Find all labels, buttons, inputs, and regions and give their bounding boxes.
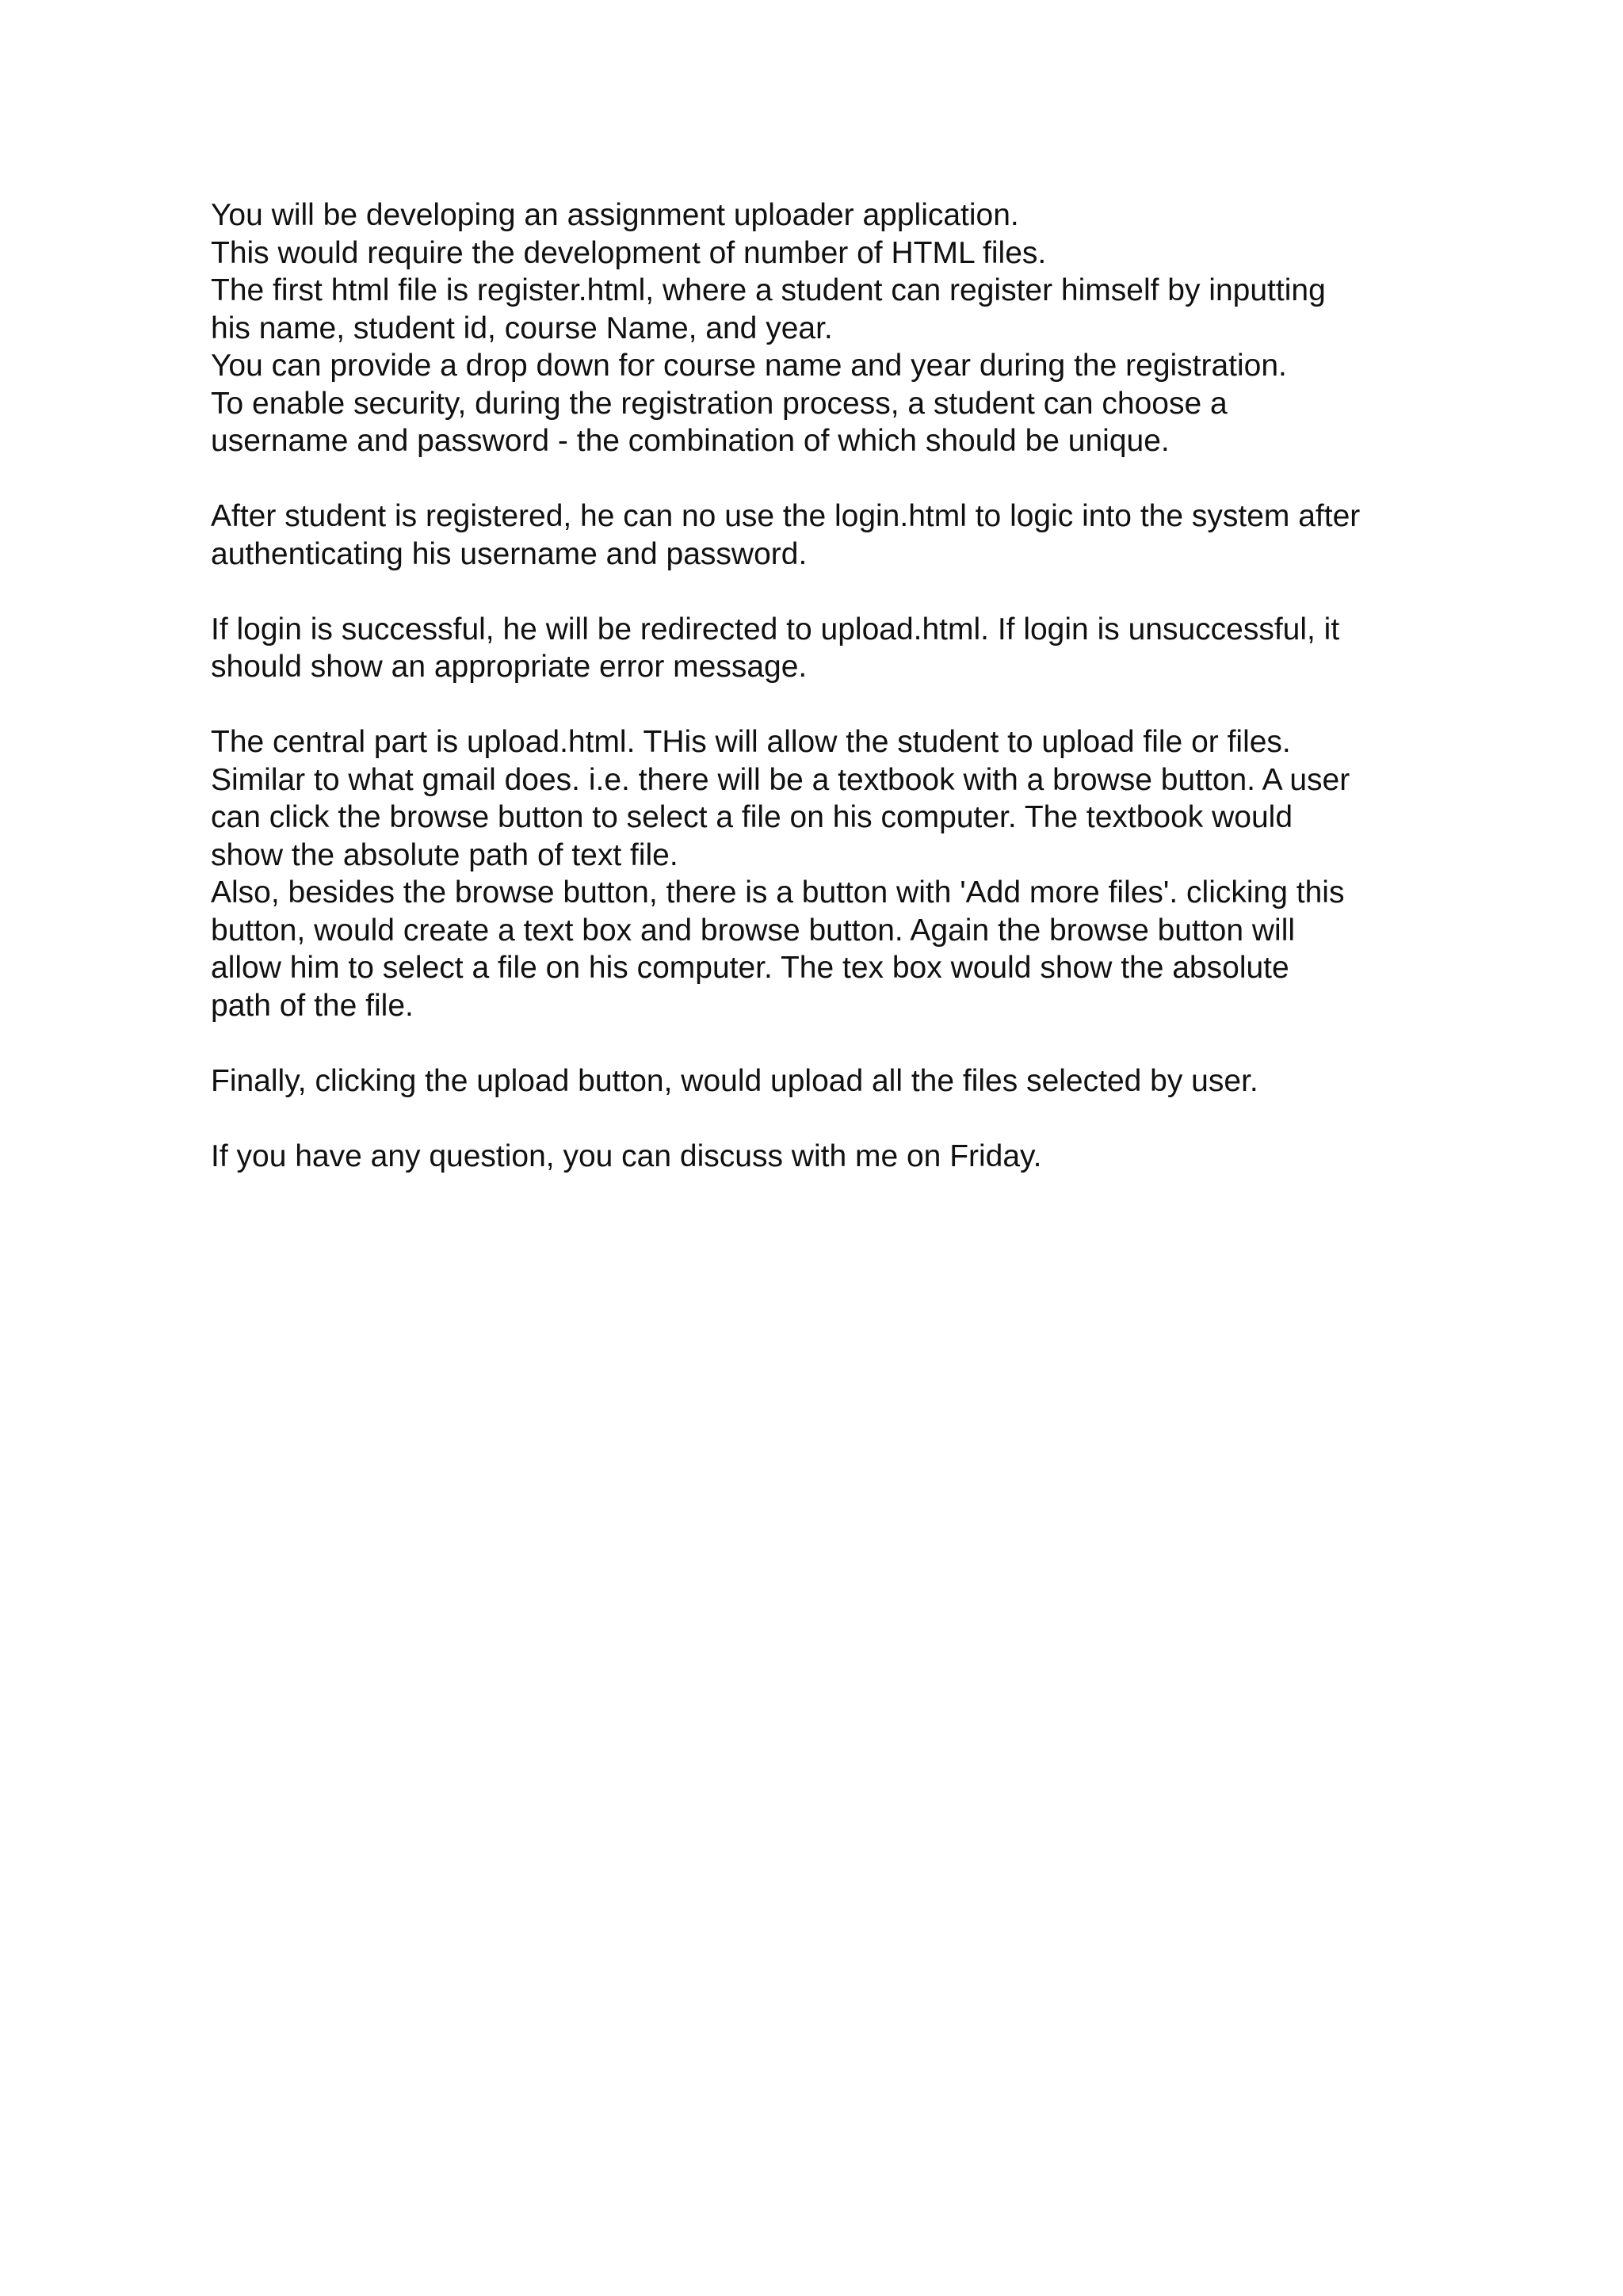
text-line: can click the browse button to select a file on his computer. The textbook would — [211, 800, 1293, 834]
text-line: Also, besides the browse button, there is a button with 'Add more files'. clicking this — [211, 875, 1345, 910]
text-line: username and password - the combination of which should be unique. — [211, 424, 1170, 458]
text-line: Finally, clicking the upload button, would upload all the files selected by user. — [211, 1063, 1258, 1098]
text-line: button, would create a text box and browse button. Again the browse button will — [211, 913, 1296, 948]
text-line: should show an appropriate error message. — [211, 650, 808, 684]
text-line: You will be developing an assignment uploader application. — [211, 198, 1019, 232]
text-line: The first html file is register.html, where a student can register himself by inputting — [211, 273, 1326, 307]
paragraph-questions — [211, 1138, 1447, 1176]
paragraph-login-result — [211, 611, 1447, 686]
text-line: You can provide a drop down for course name and year during the registration. — [211, 349, 1287, 383]
paragraph-login — [211, 498, 1447, 573]
text-line: The central part is upload.html. THis will allow the student to upload file or files. — [211, 725, 1291, 759]
text-line: After student is registered, he can no use the login.html to logic into the system after — [211, 499, 1361, 533]
text-line: show the absolute path of text file. — [211, 837, 678, 872]
text-line: This would require the development of number of HTML files. — [211, 235, 1047, 270]
text-line: Similar to what gmail does. i.e. there will be a textbook with a browse button. A user — [211, 762, 1350, 797]
paragraph-finally — [211, 1062, 1447, 1100]
text-line: his name, student id, course Name, and year. — [211, 311, 833, 345]
document-body — [211, 196, 1447, 1175]
paragraph-requirements — [211, 196, 1447, 460]
text-line: To enable security, during the registration process, a student can choose a — [211, 386, 1228, 421]
text-line: If you have any question, you can discuss with me on Friday. — [211, 1138, 1042, 1173]
paragraph-upload — [211, 723, 1447, 1024]
text-line: authenticating his username and password. — [211, 536, 808, 571]
text-line: path of the file. — [211, 988, 414, 1023]
text-line: allow him to select a file on his computer. The tex box would show the absolute — [211, 951, 1289, 985]
text-line: If login is successful, he will be redirected to upload.html. If login is unsuccessful, it — [211, 612, 1340, 646]
